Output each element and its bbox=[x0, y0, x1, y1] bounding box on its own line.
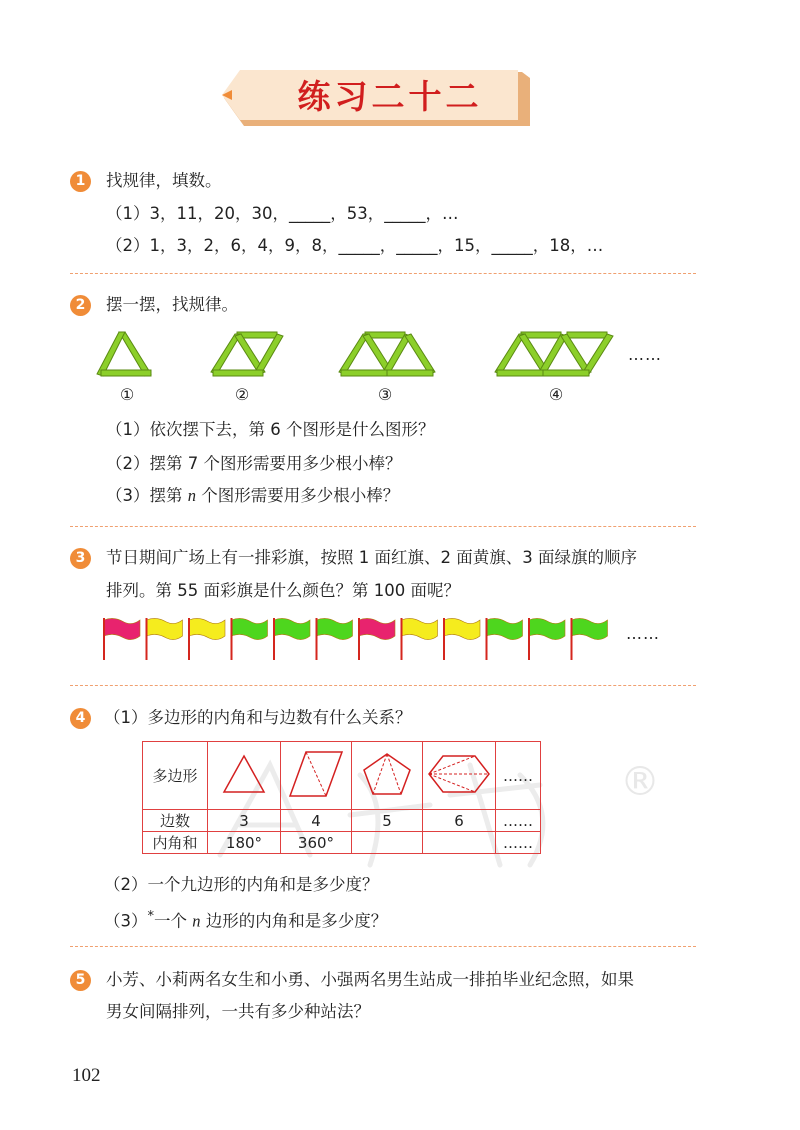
angle-sum-cell: 180° bbox=[208, 832, 281, 854]
sides-cell: 5 bbox=[352, 810, 423, 832]
flag bbox=[444, 618, 480, 660]
flag bbox=[147, 618, 183, 660]
q3-line-1: 节日期间广场上有一排彩旗，按照 1 面红旗、2 面黄旗、3 面绿旗的顺序 bbox=[106, 548, 637, 567]
q2-line-2: （2）摆第 7 个图形需要用多少根小棒？ bbox=[106, 454, 402, 473]
flag bbox=[317, 618, 353, 660]
divider bbox=[70, 685, 696, 686]
question-number-5: 5 bbox=[70, 970, 91, 991]
flag bbox=[189, 618, 225, 660]
flag bbox=[232, 618, 268, 660]
row-header-angle-sum: 内角和 bbox=[143, 832, 208, 854]
angle-sum-cell: 360° bbox=[281, 832, 352, 854]
shape-parallelogram bbox=[281, 742, 352, 810]
q2-line-3: （3）摆第 n 个图形需要用多少根小棒？ bbox=[106, 486, 400, 505]
question-number-4: 4 bbox=[70, 708, 91, 729]
flag bbox=[104, 618, 140, 660]
q4-line-3: （3）*一个 n 边形的内角和是多少度？ bbox=[104, 909, 388, 931]
svg-text:®: ® bbox=[620, 759, 660, 805]
flag bbox=[487, 618, 523, 660]
q5-line-2: 男女间隔排列，一共有多少种站法？ bbox=[106, 1002, 370, 1021]
q3-ellipsis: …… bbox=[626, 624, 660, 643]
page-title: 练习二十二 bbox=[297, 77, 483, 116]
figure-label-2: ② bbox=[234, 385, 250, 404]
flag bbox=[359, 618, 395, 660]
figure-label-3: ③ bbox=[377, 385, 393, 404]
question-number-1: 1 bbox=[70, 171, 91, 192]
sides-cell: 4 bbox=[281, 810, 352, 832]
page-number: 102 bbox=[72, 1065, 101, 1086]
shape-triangle bbox=[208, 742, 281, 810]
row-header-polygon: 多边形 bbox=[143, 742, 208, 810]
sides-cell: 6 bbox=[423, 810, 496, 832]
sides-cell: 3 bbox=[208, 810, 281, 832]
stick-figure-1 bbox=[97, 332, 151, 376]
shape-hexagon bbox=[423, 742, 496, 810]
q1-line-2: （2）1，3，2，6，4，9，8，_____，_____，15，_____，18，… bbox=[106, 236, 604, 255]
flag bbox=[572, 618, 608, 660]
polygon-table bbox=[142, 741, 541, 854]
stick-triangles-figure bbox=[95, 326, 655, 386]
q4-line-2: （2）一个九边形的内角和是多少度？ bbox=[104, 875, 379, 894]
question-number-3: 3 bbox=[70, 548, 91, 569]
q2-prompt: 摆一摆，找规律。 bbox=[106, 295, 238, 314]
q5-line-1: 小芳、小莉两名女生和小勇、小强两名男生站成一排拍毕业纪念照，如果 bbox=[106, 970, 634, 989]
angle-sum-cell bbox=[352, 832, 423, 854]
question-number-2: 2 bbox=[70, 295, 91, 316]
angle-sum-cell bbox=[423, 832, 496, 854]
flag bbox=[529, 618, 565, 660]
stick-figure-2 bbox=[211, 332, 283, 376]
shape-ellipsis: …… bbox=[496, 742, 541, 810]
figure-label-1: ① bbox=[119, 385, 135, 404]
flag bbox=[402, 618, 438, 660]
divider bbox=[70, 273, 696, 274]
angle-sum-cell: …… bbox=[496, 832, 541, 854]
row-header-sides: 边数 bbox=[143, 810, 208, 832]
divider bbox=[70, 526, 696, 527]
shape-pentagon bbox=[352, 742, 423, 810]
stick-figure-3 bbox=[339, 332, 435, 376]
q1-prompt: 找规律，填数。 bbox=[106, 171, 222, 190]
q1-line-1: （1）3，11，20，30，_____，53，_____，… bbox=[106, 204, 459, 223]
divider bbox=[70, 946, 696, 947]
sides-cell: …… bbox=[496, 810, 541, 832]
q2-line-1: （1）依次摆下去，第 6 个图形是什么图形？ bbox=[106, 420, 435, 439]
q2-ellipsis: …… bbox=[628, 345, 662, 364]
figure-label-4: ④ bbox=[548, 385, 564, 404]
q4-line-1: （1）多边形的内角和与边数有什么关系？ bbox=[104, 708, 412, 727]
flag-row bbox=[100, 614, 620, 664]
stick-figure-4 bbox=[495, 332, 613, 376]
flag bbox=[274, 618, 310, 660]
q3-line-2: 排列。第 55 面彩旗是什么颜色？第 100 面呢？ bbox=[106, 581, 460, 600]
